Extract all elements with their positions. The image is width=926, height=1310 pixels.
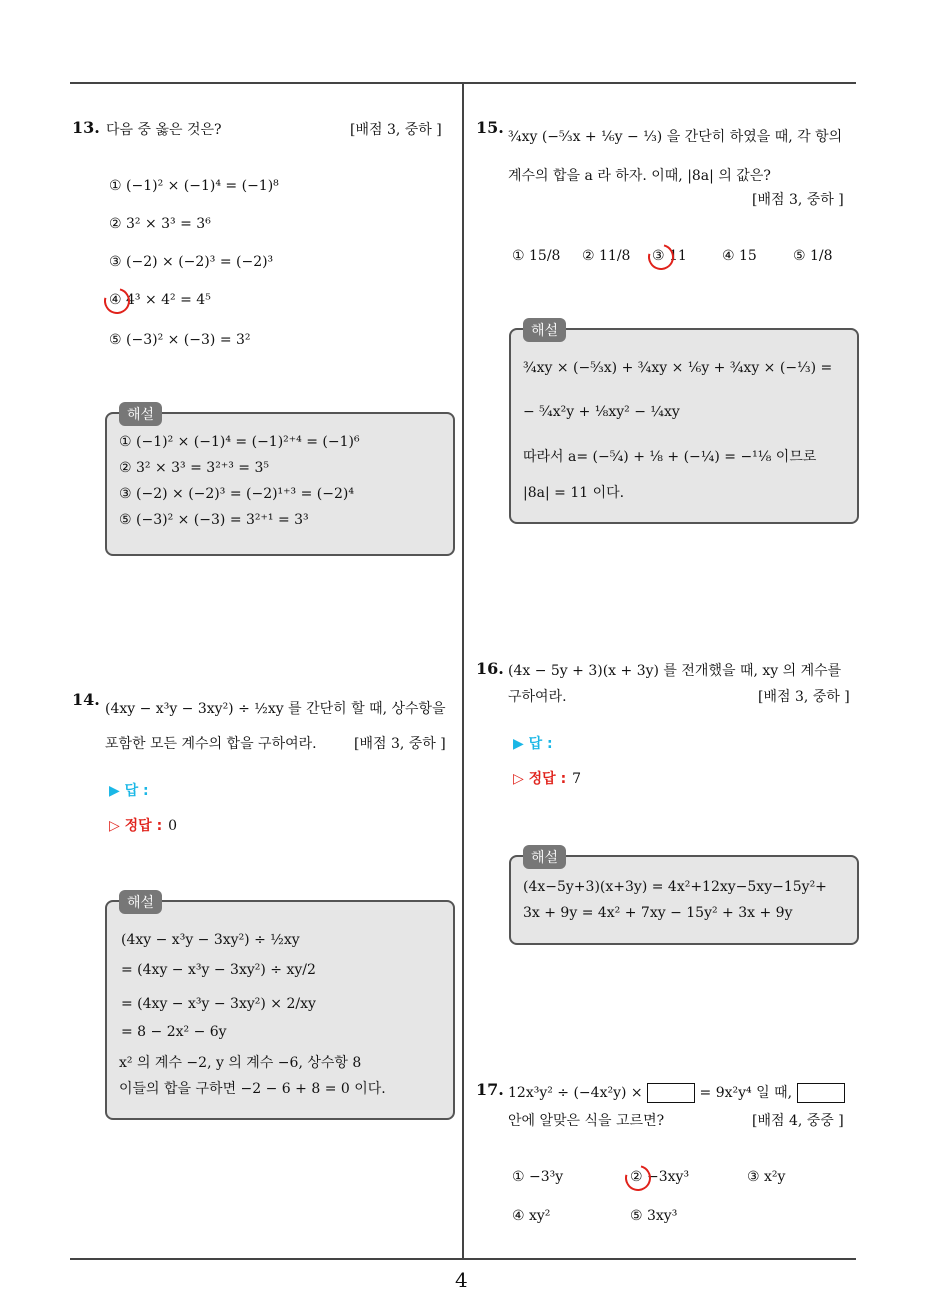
q16-solution-box (509, 850, 859, 945)
q14-correct (109, 815, 177, 835)
q16-stem-line-2: 구하여라. (508, 689, 567, 705)
q17-choice-4[interactable]: ④ xy² (512, 1208, 551, 1224)
q14-sol-line-6: 이들의 합을 구하면 −2 − 6 + 8 = 0 이다. (119, 1081, 386, 1097)
q14-correct-value: 0 (168, 818, 178, 834)
q13-choice-1[interactable]: ① (−1)² × (−1)⁴ = (−1)⁸ (109, 178, 279, 194)
q14-sol-line-1: (4xy − x³y − 3xy²) ÷ ½xy (121, 932, 300, 948)
q15-selected-mark (643, 239, 679, 275)
q14-meta: [배점 3, 중하 ] (354, 736, 446, 752)
q15-sol-line-2: − ⁵⁄₄x²y + ⅛xy² − ¼xy (523, 404, 680, 420)
q15-stem-line-1: ¾xy (−⁵⁄₃x + ⅙y − ⅓) 을 간단히 하였을 때, 각 항의 (508, 129, 843, 145)
q17-stem-part-b: = 9x²y⁴ 일 때, (699, 1085, 793, 1101)
q15-choice-3[interactable]: ③ 11 (652, 248, 687, 264)
q17-choice-5[interactable]: ⑤ 3xy³ (630, 1208, 678, 1224)
q13-sol-line-3: ③ (−2) × (−2)³ = (−2)¹⁺³ = (−2)⁴ (119, 486, 354, 502)
q16-stem-line-1: (4x − 5y + 3)(x + 3y) 를 전개했을 때, xy 의 계수를 (508, 663, 842, 679)
q17-stem-line-1 (508, 1082, 845, 1103)
q16-meta: [배점 3, 중하 ] (758, 689, 850, 705)
q13-sol-line-4: ⑤ (−3)² × (−3) = 3²⁺¹ = 3³ (119, 512, 309, 528)
q13-choice-4[interactable]: ④ 4³ × 4² = 4⁵ (109, 292, 211, 308)
q13-stem: 다음 중 옳은 것은? (106, 122, 222, 138)
q13-choice-2[interactable]: ② 3² × 3³ = 3⁶ (109, 216, 211, 232)
q17-selected-mark (620, 1160, 656, 1196)
column-divider (462, 84, 464, 1260)
q15-sol-line-4: |8a| = 11 이다. (523, 485, 625, 501)
q14-sol-line-4: = 8 − 2x² − 6y (121, 1024, 227, 1040)
q15-choice-2[interactable]: ② 11/8 (582, 248, 631, 264)
q13-number: 13. (72, 118, 100, 137)
q16-correct (513, 768, 581, 788)
q13-solution-tag: 해설 (119, 402, 162, 426)
q14-sol-line-2: = (4xy − x³y − 3xy²) ÷ xy/2 (121, 962, 316, 978)
q13-sol-line-1: ① (−1)² × (−1)⁴ = (−1)²⁺⁴ = (−1)⁶ (119, 434, 360, 450)
q17-stem-line-2: 안에 알맞은 식을 고르면? (508, 1113, 665, 1129)
q15-solution-box (509, 323, 859, 524)
q15-solution-tag: 해설 (523, 318, 566, 342)
q14-answer-field[interactable]: ▶ 답 : (109, 783, 149, 799)
q17-number: 17. (476, 1080, 504, 1099)
q15-choice-5[interactable]: ⑤ 1/8 (793, 248, 833, 264)
q13-choice-5[interactable]: ⑤ (−3)² × (−3) = 3² (109, 332, 251, 348)
q14-sol-line-3: = (4xy − x³y − 3xy²) × 2/xy (121, 996, 316, 1012)
q14-sol-line-5: x² 의 계수 −2, y 의 계수 −6, 상수항 8 (119, 1055, 362, 1071)
q17-choice-1[interactable]: ① −3³y (512, 1169, 564, 1185)
q14-correct-label: ▷ 정답 : (109, 818, 163, 834)
q14-stem-line-1: (4xy − x³y − 3xy²) ÷ ½xy 를 간단히 할 때, 상수항을 (105, 701, 446, 717)
q14-stem-line-2: 포함한 모든 계수의 합을 구하여라. (105, 736, 317, 752)
q16-number: 16. (476, 659, 504, 678)
bottom-rule (70, 1258, 856, 1260)
q17-blank-box-ref (797, 1083, 845, 1103)
q13-solution-box (105, 407, 455, 556)
q16-sol-line-1: (4x−5y+3)(x+3y) = 4x²+12xy−5xy−15y²+ (523, 879, 827, 895)
page-number: 4 (455, 1268, 468, 1292)
q13-selected-mark (99, 283, 135, 319)
q15-number: 15. (476, 118, 504, 137)
q14-number: 14. (72, 690, 100, 709)
q15-stem-line-2: 계수의 합을 a 라 하자. 이때, |8a| 의 값은? (508, 168, 771, 184)
q17-stem-part-a: 12x³y² ÷ (−4x²y) × (508, 1085, 643, 1101)
q14-solution-box (105, 895, 455, 1120)
q14-solution-tag: 해설 (119, 890, 162, 914)
q15-choice-4[interactable]: ④ 15 (722, 248, 757, 264)
q17-meta: [배점 4, 중중 ] (752, 1113, 844, 1129)
q16-sol-line-2: 3x + 9y = 4x² + 7xy − 15y² + 3x + 9y (523, 905, 793, 921)
q15-meta: [배점 3, 중하 ] (752, 192, 844, 208)
q16-correct-label: ▷ 정답 : (513, 771, 567, 787)
q16-answer-field[interactable]: ▶ 답 : (513, 736, 553, 752)
q15-choice-1[interactable]: ① 15/8 (512, 248, 561, 264)
q15-sol-line-3: 따라서 a= (−⁵⁄₄) + ⅛ + (−¼) = −¹¹⁄₈ 이므로 (523, 449, 817, 465)
q17-choice-2[interactable]: ② −3xy³ (630, 1169, 690, 1185)
q16-correct-value: 7 (572, 771, 582, 787)
q17-blank-box[interactable] (647, 1083, 695, 1103)
q16-solution-tag: 해설 (523, 845, 566, 869)
q13-choice-3[interactable]: ③ (−2) × (−2)³ = (−2)³ (109, 254, 274, 270)
q13-meta: [배점 3, 중하 ] (350, 122, 442, 138)
q15-sol-line-1: ¾xy × (−⁵⁄₃x) + ¾xy × ⅙y + ¾xy × (−⅓) = (523, 360, 833, 376)
q13-sol-line-2: ② 3² × 3³ = 3²⁺³ = 3⁵ (119, 460, 269, 476)
q17-choice-3[interactable]: ③ x²y (747, 1169, 786, 1185)
